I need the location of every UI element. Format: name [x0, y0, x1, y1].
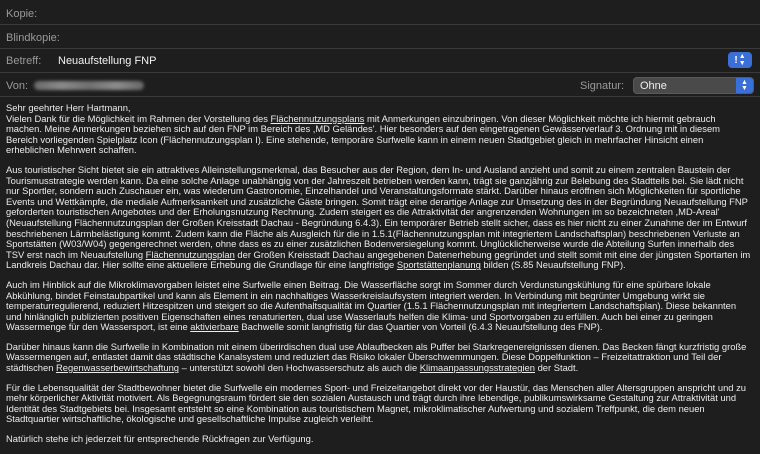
- spellcheck-word[interactable]: Flächennutzungsplans: [270, 112, 365, 124]
- bcc-label: Blindkopie:: [6, 32, 60, 44]
- from-label: Von:: [6, 80, 29, 92]
- message-body[interactable]: [6, 103, 754, 454]
- spellcheck-word[interactable]: Klimaanpassungsstrategien: [419, 362, 535, 374]
- divider: [0, 96, 760, 97]
- signature-select[interactable]: [633, 77, 754, 94]
- chevron-updown-icon: ▲ ▼: [736, 78, 753, 93]
- paragraph: Vielen Dank für die Möglichkeit im Rahmen der Vorstellung des Flächennutzungsplans mit Anmerkungen einzubringen. Von dieser Möglichkeit möchte ich hiermit gebrauch machen. Meine Anmerkungen beziehen sich auf den FNP im Bereich des ,MD Geländes'. Hier besonders auf den eingetragenen Gewässerverlauf 3. Ordnung mit in diesem Bereich vorliegenden Spielplatz Icon (Flächennutzungsplan I). Eine stehende, temporäre Surfwelle kann in einem neuen Stadtgebiet gleich in mehrfacher Hinsicht einen erheblichen Mehrwert schaffen.: [6, 112, 720, 156]
- spellcheck-word[interactable]: aktivierbare: [190, 321, 239, 333]
- signature-label: Signatur:: [580, 80, 625, 92]
- paragraph: Natürlich stehe ich jederzeit für entsprechende Rückfragen zur Verfügung.: [6, 433, 314, 445]
- salutation: Sehr geehrter Herr Hartmann,: [6, 102, 131, 113]
- priority-glyph: !: [734, 54, 738, 66]
- spellcheck-word[interactable]: Sportstättenplanung: [396, 259, 481, 271]
- paragraph: Auch im Hinblick auf die Mikroklimavorgaben leistet eine Surfwelle einen Beitrag. Die Wasserfläche sorgt im Sommer durch Verdunstungskühlung für eine spürbare lokale Abkühlung, bindet Feinstaubpartikel und kann als Element in ein nachhaltiges Wasserkreislaufsystem integriert werden. In Verbindung mit begrünter Umgebung wirkt sie temperaturregulierend, reduziert Hitzespitzen und steigert so die Aufenthaltsqualität im Quartier (1.5.1 Flächennutzungsplan mit integriertem Landschaftsplan). Diese bekannten und hinlänglich publizierten positiven Eigenschaften eines renaturierten, dual use Wasserlaufs helfen die Klima- und Sportvorgaben zu erfüllen. Auch bei einer zu geringen Wassermenge für den Wassersport, ist eine aktivierbare Bachwelle somit langfristig für das Quartier von Vorteil (6.4.3 Neuaufstellung des FNP).: [6, 278, 737, 333]
- priority-button[interactable]: [728, 52, 752, 68]
- paragraph: Aus touristischer Sicht bietet sie ein attraktives Alleinstellungsmerkmal, das Besucher aus der Region, dem In- und Ausland anzieht und somit zu einem zentralen Baustein der Tourismusstrategie werden kann. Da eine solche Anlage unabhängig von der Jahreszeit betrieben werden kann, trägt sie ganzjährig zur Belebung des Stadtteils bei. Sie lädt nicht nur Sportler, sondern auch Zuschauer ein, was wiederum Gastronomie, Einzelhandel und Veranstaltungsformate stärkt. Darüber hinaus eröffnen sich Möglichkeiten für sportliche Events und Wettkämpfe, die mediale Aufmerksamkeit und zusätzliche Gäste bringen. Somit trägt eine derartige Anlage zur Umsetzung des in der Begründung Neuaufstellung FNP geforderten touristischen Angebotes und der Erholungsnutzung Rechnung. Zudem steigert es die Attraktivität der angrenzenden Wohnungen im so bezeichneten ,MD-Areal' (Neuaufstellung Flächennutzungsplan der Großen Kreisstadt Dachau - Begründung 6.4.3). Ein temporärer Betrieb stellt sicher, dass es hier nicht zu einer Zunahme der im Entwurf beschriebenen Lärmbelästigung kommt. Zudem kann die Fläche als Ausgleich für die in 1.5.1(Flächennutzungsplan mit integriertem Landschaftsplan) beschriebenen Verluste an Sportstätten (W03/W04) gegengerechnet werden, ohne dass es zu einer zusätzlichen Bodenversiegelung kommt. Unglücklicherweise wurde die Abteilung Surfen innerhalb des TSV erst nach im Neuaufstellung Flächennutzungsplan der Großen Kreisstadt Dachau angegebenen Datenerhebung gegründet und stellt somit mit eine der jüngsten Sportarten im Landkreis Dachau dar. Hier sollte eine aktuellere Erhebung die Grundlage für eine langfristige Sportstättenplanung bilden (S.85 Neuaufstellung FNP).: [6, 163, 751, 271]
- subject-label: Betreff:: [6, 55, 42, 67]
- divider: [0, 24, 760, 25]
- paragraph: Für die Lebensqualität der Stadtbewohner bietet die Surfwelle ein modernes Sport- und Freizeitangebot direkt vor der Haustür, das Menschen aller Altersgruppen anspricht und zu mehr körperlicher Aktivität motiviert. Als Begegnungsraum fördert sie den sozialen Austausch und trägt durch ihre lebendige, publikumswirksame Gestaltung zur Attraktivität und Identität des Stadtgebiets bei. Insgesamt entsteht so eine Kombination aus touristischem Magnet, mikroklimatischer Aufwertung und sozialem Treffpunkt, die dem neuen Stadtquartier wirtschaftliche, ökologische und gesellschaftliche Impulse zugleich verleiht.: [6, 381, 747, 425]
- subject-field[interactable]: Neuaufstellung FNP: [58, 55, 157, 67]
- divider: [0, 72, 760, 73]
- spellcheck-word[interactable]: Flächennutzungsplan: [145, 248, 235, 260]
- paragraph: Darüber hinaus kann die Surfwelle in Kombination mit einem überirdischen dual use Ablaufbecken als Puffer bei Starkregenereignissen dienen. Das Becken fängt kurzfristig große Wassermengen auf, entlastet damit das städtische Kanalsystem und reduziert das Risiko lokaler Überschwemmungen. Diese Doppelfunktion – Freizeitattraktion und Teil der städtischen Regenwasserbewirtschaftung – unterstützt sowohl den Hochwasserschutz als auch die Klimaanpassungsstrategien der Stadt.: [6, 340, 747, 374]
- spellcheck-word[interactable]: Regenwasserbewirtschaftung: [56, 362, 180, 374]
- cc-label: Kopie:: [6, 8, 38, 20]
- chevron-updown-icon: ▲ ▼: [738, 53, 746, 67]
- from-address-redacted[interactable]: [34, 81, 144, 90]
- signature-value: Ohne: [640, 80, 667, 92]
- divider: [0, 48, 760, 49]
